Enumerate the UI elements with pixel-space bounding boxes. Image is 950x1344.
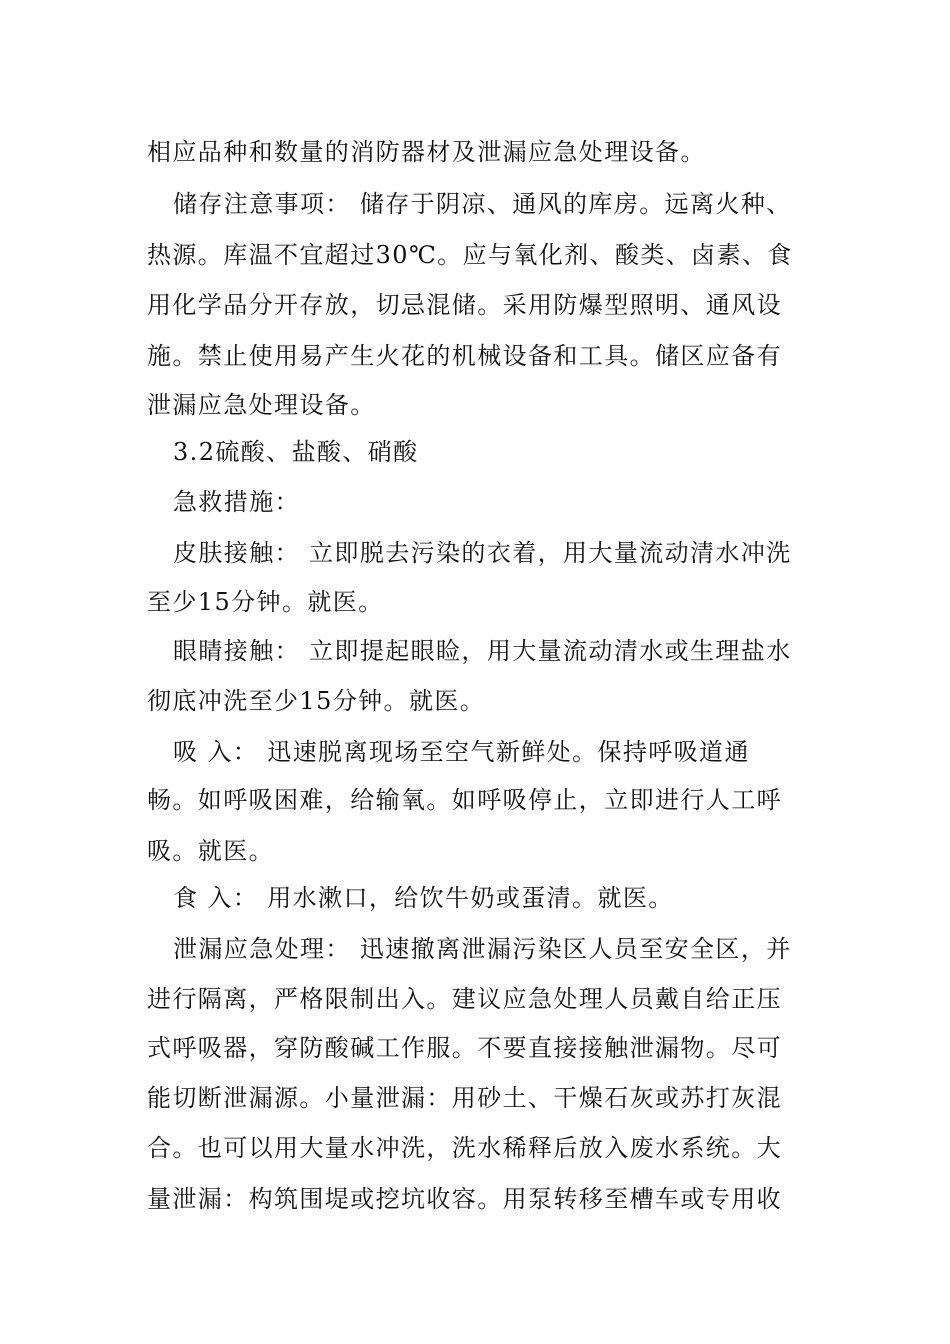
text-line: 量泄漏：构筑围堤或挖坑收容。用泵转移至槽车或专用收: [147, 1185, 782, 1213]
text-line: 至少15分钟。就医。: [147, 588, 384, 616]
text-line: 吸。就医。: [147, 837, 274, 865]
text-line: 储存注意事项： 储存于阴凉、通风的库房。远离火种、: [173, 190, 792, 218]
text-line: 泄漏应急处理： 迅速撤离泄漏污染区人员至安全区，并: [173, 935, 792, 963]
text-line: 式呼吸器，穿防酸碱工作服。不要直接接触泄漏物。尽可: [147, 1034, 782, 1062]
text-line: 泄漏应急处理设备。: [147, 391, 376, 419]
text-line: 进行隔离，严格限制出入。建议应急处理人员戴自给正压: [147, 985, 782, 1013]
text-line: 相应品种和数量的消防器材及泄漏应急处理设备。: [147, 138, 706, 166]
text-line: 畅。如呼吸困难，给输氧。如呼吸停止，立即进行人工呼: [147, 786, 782, 814]
text-line: 皮肤接触： 立即脱去污染的衣着，用大量流动清水冲洗: [173, 539, 792, 567]
text-line: 食 入： 用水漱口，给饮牛奶或蛋清。就医。: [173, 884, 674, 912]
text-line: 吸 入： 迅速脱离现场至空气新鲜处。保持呼吸道通: [173, 738, 750, 766]
text-line: 急救措施：: [173, 488, 300, 516]
section-heading: 3.2硫酸、盐酸、硝酸: [173, 438, 419, 466]
text-line: 眼睛接触： 立即提起眼睑，用大量流动清水或生理盐水: [173, 637, 792, 665]
text-line: 热源。库温不宜超过30℃。应与氧化剂、酸类、卤素、食: [147, 241, 793, 269]
text-line: 用化学品分开存放，切忌混储。采用防爆型照明、通风设: [147, 291, 782, 319]
text-line: 能切断泄漏源。小量泄漏：用砂土、干燥石灰或苏打灰混: [147, 1084, 782, 1112]
text-line: 合。也可以用大量水冲洗，洗水稀释后放入废水系统。大: [147, 1134, 782, 1162]
text-line: 施。禁止使用易产生火花的机械设备和工具。储区应备有: [147, 342, 782, 370]
text-line: 彻底冲洗至少15分钟。就医。: [147, 687, 486, 715]
